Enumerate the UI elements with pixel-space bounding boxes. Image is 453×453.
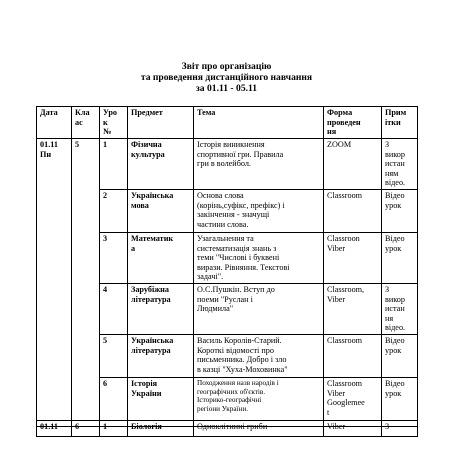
topic-cell: Василь Королів-Старий. Короткі відомості про письменника. Добро і зло в казці "Хуха-Моховинка" (194, 334, 324, 377)
form-cell: Classroom Viber Googlemee t (324, 377, 382, 426)
notes-cell: Відео урок (382, 189, 418, 232)
topic-cell: Основа слова (корінь,суфікс, префікс) і закінчення - значущі частини слова. (194, 189, 324, 232)
form-cell: Classroom (324, 189, 382, 232)
lesson-number: 2 (100, 189, 128, 232)
lesson-number: 4 (100, 283, 128, 334)
report-title-line1: Звіт про організацію (181, 61, 272, 72)
table-row (37, 421, 418, 437)
lesson-number: 1 (100, 139, 128, 190)
lesson-number: 3 (100, 232, 128, 283)
header-date: Дата (37, 107, 72, 139)
day-class-cell: 5 (72, 139, 100, 427)
header-row (37, 107, 418, 139)
subject-cell: Фізична культура (128, 139, 194, 190)
header-subject: Предмет (128, 107, 194, 139)
topic-cell: Історія виникнення спортивної гри. Правила гри в волейбол. (194, 139, 324, 190)
subject-cell: Українська література (128, 334, 194, 377)
header-lesson: Уро к № (100, 107, 128, 139)
header-notes: Прим ітки (382, 107, 418, 139)
table-row (37, 139, 418, 190)
notes-cell: Відео урок (382, 377, 418, 426)
form-cell: Classroon Viber (324, 232, 382, 283)
lesson-number: 6 (100, 377, 128, 426)
subject-cell: Біологія (128, 421, 194, 437)
day-class-cell: 6 (72, 421, 100, 437)
topic-cell: Одноклітинні гриби - (194, 421, 324, 437)
form-cell: ZOOM (324, 139, 382, 190)
report-title-line3: за 01.11 - 05.11 (195, 83, 258, 94)
header-class: Кла ас (72, 107, 100, 139)
day-date-cell: 01.11 (37, 421, 72, 437)
subject-cell: Українська мова (128, 189, 194, 232)
day-date-cell: 01.11 Пн (37, 139, 72, 427)
notes-cell: Відео урок (382, 232, 418, 283)
topic-cell: Походження назв народів і географічних об'єктів. Історико-географічні регіони України. (194, 377, 324, 426)
schedule-table-day1 (36, 106, 418, 427)
header-topic: Тема (194, 107, 324, 139)
notes-cell: З (382, 421, 418, 437)
subject-cell: Математик а (128, 232, 194, 283)
header-form: Форма проведен ня (324, 107, 382, 139)
notes-cell: Відео урок (382, 334, 418, 377)
notes-cell: З викор истан ня відео. (382, 283, 418, 334)
form-cell: Classroom (324, 334, 382, 377)
report-title-line2: та проведення дистанційного навчання (140, 72, 313, 83)
subject-cell: Зарубіжна література (128, 283, 194, 334)
subject-cell: Історія України (128, 377, 194, 426)
lesson-number: 1 (100, 421, 128, 437)
form-cell: Classroom, Viber (324, 283, 382, 334)
notes-cell: З викор истан ням відео. (382, 139, 418, 190)
form-cell: Viber (324, 421, 382, 437)
topic-cell: Узагальнення та систематизація знань з теми "Числові і буквені вирази. Рівняння. Текстові задачі". (194, 232, 324, 283)
lesson-number: 5 (100, 334, 128, 377)
topic-cell: О.С.Пушкін. Вступ до поеми "Руслан і Людмила" (194, 283, 324, 334)
schedule-table-day2 (36, 420, 418, 437)
